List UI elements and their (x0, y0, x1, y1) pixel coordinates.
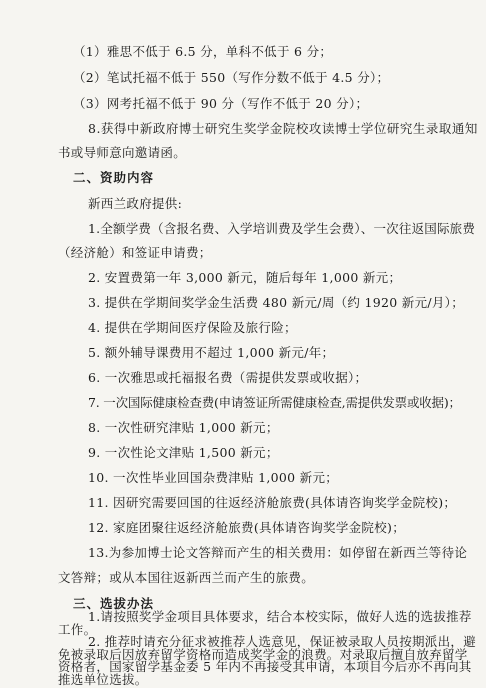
selection-para-1-line-2: 工作。 (58, 622, 97, 637)
funding-item: 8. 一次性研究津贴 1,000 新元； (88, 420, 279, 435)
funding-item: 7. 一次国际健康检查费(申请签证所需健康检查,需提供发票或收据)； (88, 395, 461, 410)
item-8-line-2: 书或导师意向邀请函。 (58, 145, 187, 160)
criteria-line: （3）网考托福不低于 90 分（写作不低于 20 分）； (73, 96, 369, 111)
funding-item: 5. 额外辅导课费用不超过 1,000 新元/年； (88, 345, 335, 360)
selection-para-1-line-1: 1.请按照奖学金项目具体要求，结合本校实际，做好人选的选拔推荐 (88, 609, 472, 624)
selection-para-2-line-2: 免被录取后因放弃留学资格而造成奖学金的浪费。对录取后擅自放弃留学 (58, 647, 468, 662)
item-8-line-1: 8.获得中新政府博士研究生奖学金院校攻读博士学位研究生录取通知 (88, 121, 478, 136)
funding-item: 10. 一次性毕业回国杂费津贴 1,000 新元； (88, 470, 339, 485)
funding-item: 2. 安置费第一年 3,000 新元，随后每年 1,000 新元； (88, 270, 402, 285)
section-heading-selection: 三、选拔办法 (73, 596, 155, 611)
funding-item-13-line-1: 13.为参加博士论文答辩而产生的相关费用：如停留在新西兰等待论 (88, 545, 468, 560)
funding-item-1-line-1: 1.全额学费（含报名费、入学培训费及学生会费）、一次往返国际旅费 (88, 221, 476, 236)
selection-para-2-line-1: 2. 推荐时请充分征求被推荐人选意见，保证被录取人员按期派出，避 (88, 634, 477, 649)
criteria-line: （1）雅思不低于 6.5 分，单科不低于 6 分； (73, 44, 333, 59)
funding-item: 3. 提供在学期间奖学金生活费 480 新元/周（约 1920 新元/月）； (88, 295, 465, 310)
funding-item: 12. 家庭团聚往返经济舱旅费(具体请咨询奖学金院校)； (88, 520, 406, 535)
funding-item: 6. 一次雅思或托福报名费（需提供发票或收据）； (88, 370, 368, 385)
funding-item: 11. 因研究需要回国的往返经济舱旅费(具体请咨询奖学金院校)； (88, 495, 457, 510)
selection-para-2-line-3: 资格者，国家留学基金委 5 年内不再接受其申请，本项目今后亦不再向其 (58, 659, 472, 674)
section-heading-funding: 二、资助内容 (73, 170, 155, 185)
funding-item: 4. 提供在学期间医疗保险及旅行险； (88, 320, 297, 335)
criteria-line: （2）笔试托福不低于 550（写作分数不低于 4.5 分）； (73, 70, 390, 85)
funding-intro: 新西兰政府提供: (88, 196, 183, 211)
funding-item: 9. 一次性论文津贴 1,500 新元； (88, 445, 279, 460)
funding-item-1-line-2: （经济舱）和签证申请费； (58, 245, 212, 260)
selection-para-2-line-4: 推选单位选拔。 (58, 672, 148, 687)
funding-item-13-line-2: 文答辩；或从本国往返新西兰而产生的旅费。 (58, 570, 315, 585)
